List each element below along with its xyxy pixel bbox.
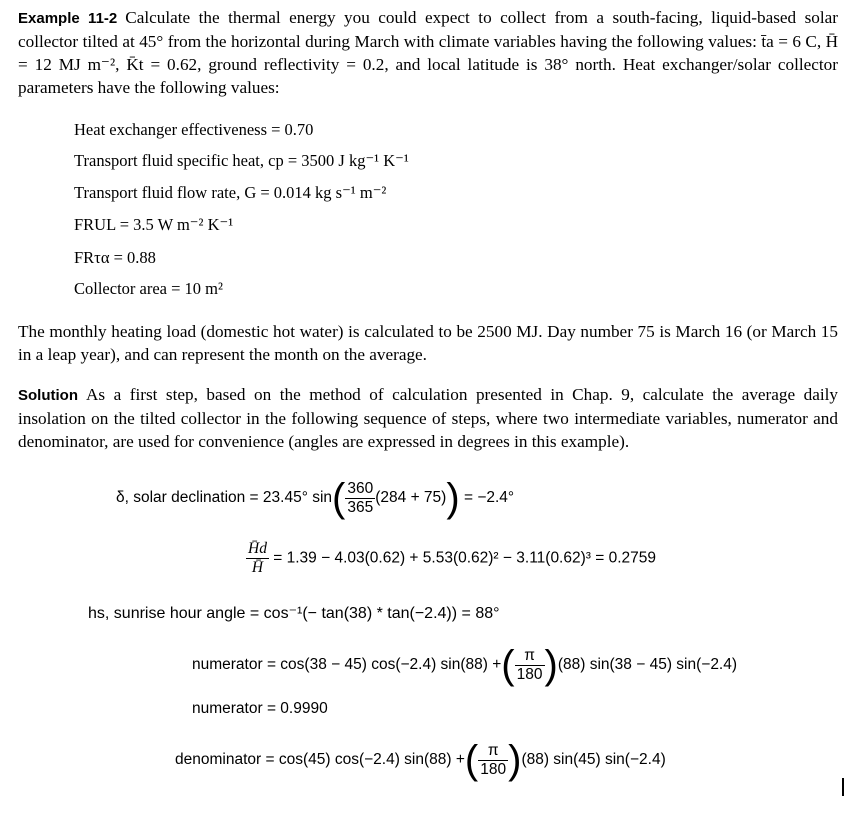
solution-text: As a first step, based on the method of calculation presented in Chap. 9, calculate the average daily insolation on the tilted collector in the following sequence of steps, where two intermediate variables, numerator and denominator, are used for convenience (angles are expressed in degrees in this example). (18, 385, 838, 451)
sunrise-hour-angle: hs, sunrise hour angle = cos⁻¹(− tan(38) * tan(−2.4)) = 88° (88, 605, 500, 622)
denominator-tail: (88) sin(45) sin(−2.4) (521, 751, 666, 769)
solution-label: Solution (18, 387, 78, 404)
denominator-equation: denominator = cos(45) cos(−2.4) sin(88) +( $\frac{\pi}{180}$ )(88) sin(45) sin(−2.4) (175, 738, 666, 782)
hd-denominator: H̄ (251, 559, 264, 576)
declination-lhs: δ, solar declination = 23.45° sin (116, 489, 333, 507)
param-frul: FRUL = 3.5 W m⁻² K⁻¹ (74, 215, 234, 234)
load-paragraph: The monthly heating load (domestic hot water) is calculated to be 2500 MJ. Day number 75 is March 16 (or March 15 in a leap year), and can represent the month on the average. (18, 322, 838, 364)
numerator-lhs: numerator = cos(38 − 45) cos(−2.4) sin(88) + (192, 656, 502, 674)
pi-symbol-2: π (478, 742, 508, 761)
numerator-pi-fraction (515, 647, 545, 684)
declination-equation: δ, solar declination = 23.45° sin( $\frac{360}{365}$ (284 + 75)) = −2.4° (116, 476, 515, 520)
example-text: Calculate the thermal energy you could expect to collect from a south-facing, liquid-based solar collector tilted at 45° from the horizontal during March with climate variables having the following values: t̄a = 6 C, H̄ = 12 MJ m⁻², K̄t = 0.62, ground reflectivity = 0.2, and local latitude is 38° north. Heat exchanger/solar collector parameters have the following values: (18, 8, 838, 97)
param-flow-rate: Transport fluid flow rate, G = 0.014 kg s⁻¹ m⁻² (74, 183, 387, 202)
hd-rhs: = 1.39 − 4.03(0.62) + 5.53(0.62)² − 3.11(0.62)³ = 0.2759 (273, 549, 657, 567)
param-effectiveness: Heat exchanger effectiveness = 0.70 (74, 120, 314, 139)
param-specific-heat: Transport fluid specific heat, cp = 3500 J kg⁻¹ K⁻¹ (74, 151, 409, 170)
param-frta: FRτα = 0.88 (74, 248, 156, 267)
example-paragraph (18, 6, 838, 99)
text-cursor (842, 778, 844, 796)
param-area: Collector area = 10 m² (74, 279, 223, 298)
numerator-result: numerator = 0.9990 (192, 700, 328, 717)
hd-fraction (246, 540, 269, 577)
solution-paragraph (18, 383, 838, 453)
decl-numerator: 360 (347, 479, 374, 497)
numerator-tail: (88) sin(38 − 45) sin(−2.4) (557, 656, 738, 674)
denominator-lhs: denominator = cos(45) cos(−2.4) sin(88) + (175, 751, 465, 769)
declination-fraction (345, 480, 375, 517)
hd-numerator: H̄d (248, 540, 267, 557)
hd-ratio-equation (246, 540, 656, 577)
one80-value: 180 (516, 665, 543, 683)
declination-result: = −2.4° (463, 489, 515, 507)
denominator-pi-fraction (478, 742, 508, 779)
decl-denominator: 365 (347, 498, 374, 516)
example-label: Example 11-2 (18, 10, 118, 27)
declination-tail: (284 + 75) (375, 489, 447, 507)
pi-symbol: π (515, 647, 545, 666)
one80-value-2: 180 (480, 760, 507, 778)
numerator-equation: numerator = cos(38 − 45) cos(−2.4) sin(88) +( $\frac{\pi}{180}$ )(88) sin(38 − 45) sin(−2.4) (192, 643, 738, 687)
